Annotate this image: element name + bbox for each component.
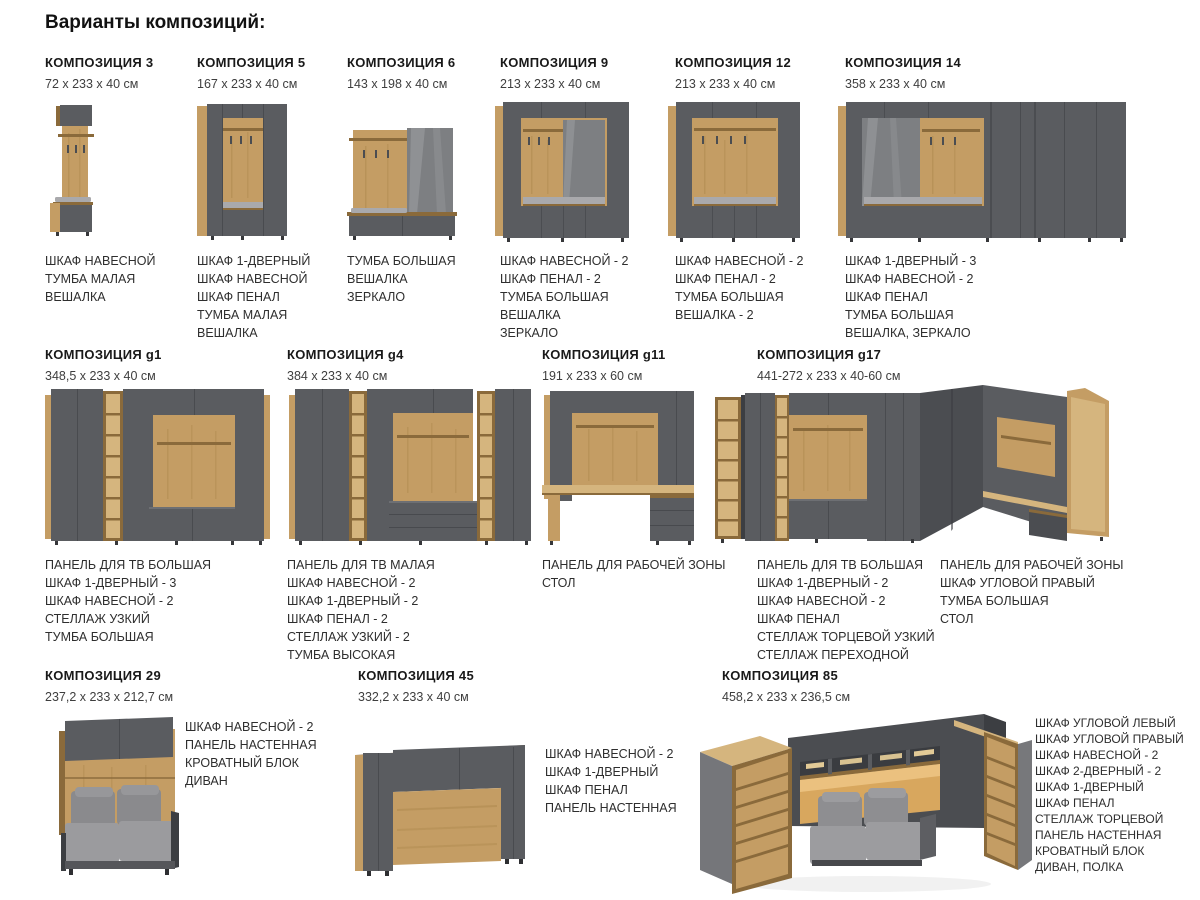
component-item: ШКАФ 1-ДВЕРНЫЙ xyxy=(545,765,659,779)
shelf xyxy=(922,129,980,132)
composition-dimensions: 441-272 x 233 x 40-60 см xyxy=(757,369,901,383)
tall-cabinets xyxy=(867,393,920,541)
component-item: ШКАФ ПЕНАЛ - 2 xyxy=(675,272,776,286)
component-item: ШКАФ УГЛОВОЙ ПРАВЫЙ xyxy=(1035,732,1184,746)
component-item: ШКАФ НАВЕСНОЙ - 2 xyxy=(545,747,674,761)
component-item: ШКАФ НАВЕСНОЙ xyxy=(197,272,308,286)
composition-title: КОМПОЗИЦИЯ 5 xyxy=(197,55,306,70)
composition-29-image xyxy=(53,715,185,878)
composition-dimensions: 72 x 233 x 40 см xyxy=(45,77,139,91)
component-item: ШКАФ ПЕНАЛ - 2 xyxy=(500,272,601,286)
bench-cushion xyxy=(351,208,407,213)
composition-85-image xyxy=(700,698,1032,896)
component-item: СТЕЛЛАЖ ПЕРЕХОДНОЙ xyxy=(757,648,909,662)
composition-title: КОМПОЗИЦИЯ 3 xyxy=(45,55,154,70)
composition-dimensions: 332,2 x 233 x 40 см xyxy=(358,690,469,704)
bench-cushion xyxy=(523,197,605,204)
composition-title: КОМПОЗИЦИЯ 14 xyxy=(845,55,961,70)
component-item: ШКАФ НАВЕСНОЙ - 2 xyxy=(185,720,314,734)
composition-title: КОМПОЗИЦИЯ g4 xyxy=(287,347,404,362)
shelf xyxy=(58,134,94,137)
tv-niche xyxy=(393,413,473,501)
component-item: ТУМБА БОЛЬШАЯ xyxy=(845,308,954,322)
shelf xyxy=(223,128,263,131)
composition-card-29 xyxy=(45,668,345,788)
composition-dimensions: 348,5 x 233 x 40 см xyxy=(45,369,156,383)
component-item: ШКАФ ПЕНАЛ xyxy=(1035,796,1115,810)
component-list xyxy=(500,252,629,342)
composition-title: КОМПОЗИЦИЯ 12 xyxy=(675,55,791,70)
component-item: ШКАФ НАВЕСНОЙ - 2 xyxy=(500,254,629,268)
component-list-2 xyxy=(940,556,1123,628)
component-list xyxy=(675,252,804,324)
component-list xyxy=(197,252,310,342)
component-item: ШКАФ 1-ДВЕРНЫЙ - 3 xyxy=(845,254,977,268)
composition-14-image xyxy=(838,100,1128,242)
component-item: ШКАФ 1-ДВЕРНЫЙ - 3 xyxy=(45,576,177,590)
open-shelving-right xyxy=(477,391,495,541)
composition-title: КОМПОЗИЦИЯ g11 xyxy=(542,347,666,362)
component-item: ПАНЕЛЬ НАСТЕННАЯ xyxy=(545,801,677,815)
component-list xyxy=(287,556,435,664)
composition-dimensions: 358 x 233 x 40 см xyxy=(845,77,946,91)
component-item: ПАНЕЛЬ ДЛЯ ТВ БОЛЬШАЯ xyxy=(757,558,924,572)
left-column xyxy=(550,391,572,501)
component-item: ПАНЕЛЬ ДЛЯ ТВ БОЛЬШАЯ xyxy=(45,558,212,572)
composition-g11-image xyxy=(540,385,702,547)
component-item: КРОВАТНЫЙ БЛОК xyxy=(1035,844,1145,858)
composition-card-14 xyxy=(845,55,1145,340)
composition-g1-image xyxy=(45,385,270,547)
work-niche xyxy=(997,417,1055,477)
composition-title: КОМПОЗИЦИЯ g1 xyxy=(45,347,162,362)
component-item: ПАНЕЛЬ ДЛЯ ТВ МАЛАЯ xyxy=(287,558,435,572)
tv-shelf xyxy=(397,435,469,438)
component-item: ШКАФ 2-ДВЕРНЫЙ - 2 xyxy=(1035,764,1162,778)
component-item: ЗЕРКАЛО xyxy=(500,326,559,340)
component-item: ШКАФ НАВЕСНОЙ xyxy=(45,254,156,268)
composition-5-image xyxy=(197,102,289,240)
composition-12-image xyxy=(668,100,802,242)
component-item: ШКАФ НАВЕСНОЙ - 2 xyxy=(45,594,174,608)
composition-title: КОМПОЗИЦИЯ 45 xyxy=(358,668,474,683)
end-shelving xyxy=(715,397,741,539)
component-item: ТУМБА БОЛЬШАЯ xyxy=(940,594,1049,608)
component-item: ШКАФ 1-ДВЕРНЫЙ xyxy=(1035,780,1144,794)
component-item: ВЕШАЛКА xyxy=(197,326,258,340)
tv-shelf xyxy=(793,428,863,431)
tv-niche xyxy=(153,415,235,507)
bench-cushion xyxy=(223,202,263,208)
composition-card-12 xyxy=(675,55,835,322)
component-item: СТЕЛЛАЖ УЗКИЙ - 2 xyxy=(287,630,410,644)
component-item: ТУМБА МАЛАЯ xyxy=(197,308,288,322)
composition-card-g1 xyxy=(45,347,285,644)
bench-cushion xyxy=(864,197,982,204)
composition-g4-image xyxy=(289,383,537,548)
desk-top xyxy=(542,485,694,493)
left-corner-unit xyxy=(700,736,792,894)
bench-cushion xyxy=(55,197,91,202)
component-item: СТЕЛЛАЖ ТОРЦЕВОЙ УЗКИЙ xyxy=(757,630,935,644)
component-item: ШКАФ 1-ДВЕРНЫЙ xyxy=(197,254,311,268)
coat-panel xyxy=(62,126,88,204)
composition-dimensions: 213 x 233 x 40 см xyxy=(675,77,776,91)
drawer-pedestal xyxy=(650,495,694,541)
composition-card-6 xyxy=(347,55,497,304)
component-list xyxy=(347,252,456,306)
composition-card-g11 xyxy=(542,347,742,590)
composition-card-9 xyxy=(500,55,670,340)
component-item: ШКАФ НАВЕСНОЙ - 2 xyxy=(675,254,804,268)
composition-dimensions: 143 x 198 x 40 см xyxy=(347,77,448,91)
composition-title: КОМПОЗИЦИЯ 29 xyxy=(45,668,161,683)
tv-shelf xyxy=(157,442,231,445)
component-item: ДИВАН xyxy=(185,774,228,788)
component-item: ШКАФ УГЛОВОЙ ПРАВЫЙ xyxy=(940,576,1095,590)
composition-g17-image xyxy=(715,383,1135,547)
component-item: СТЕЛЛАЖ ТОРЦЕВОЙ xyxy=(1035,812,1164,826)
component-item: ТУМБА БОЛЬШАЯ xyxy=(500,290,609,304)
component-item: ЗЕРКАЛО xyxy=(347,290,406,304)
component-item: ШКАФ 1-ДВЕРНЫЙ - 2 xyxy=(287,594,419,608)
shelf xyxy=(523,129,563,132)
component-item: ШКАФ НАВЕСНОЙ - 2 xyxy=(287,576,416,590)
composition-dimensions: 213 x 233 x 40 см xyxy=(500,77,601,91)
component-item: ВЕШАЛКА xyxy=(500,308,561,322)
composition-dimensions: 458,2 x 233 x 236,5 см xyxy=(722,690,851,704)
composition-title: КОМПОЗИЦИЯ 85 xyxy=(722,668,838,683)
composition-card-5 xyxy=(197,55,347,340)
component-item: ШКАФ НАВЕСНОЙ - 2 xyxy=(757,594,886,608)
component-list xyxy=(1035,715,1184,875)
component-item: ВЕШАЛКА xyxy=(347,272,408,286)
component-list xyxy=(45,556,211,646)
composition-title: КОМПОЗИЦИЯ 6 xyxy=(347,55,456,70)
open-shelving xyxy=(103,391,123,541)
composition-9-image xyxy=(495,100,632,242)
component-item: ПАНЕЛЬ ДЛЯ РАБОЧЕЙ ЗОНЫ xyxy=(542,558,726,572)
component-item: ПАНЕЛЬ ДЛЯ РАБОЧЕЙ ЗОНЫ xyxy=(940,558,1124,572)
coat-panel xyxy=(353,130,407,214)
component-item: ШКАФ НАВЕСНОЙ - 2 xyxy=(845,272,974,286)
composition-title: КОМПОЗИЦИЯ 9 xyxy=(500,55,609,70)
component-item: ШКАФ НАВЕСНОЙ - 2 xyxy=(1035,748,1159,762)
component-item: ШКАФ ПЕНАЛ xyxy=(845,290,928,304)
component-item: ШКАФ ПЕНАЛ xyxy=(197,290,280,304)
composition-card-g17 xyxy=(757,347,1147,662)
composition-45-image xyxy=(355,737,532,877)
component-item: КРОВАТНЫЙ БЛОК xyxy=(185,756,299,770)
component-item: ПАНЕЛЬ НАСТЕННАЯ xyxy=(185,738,317,752)
component-item: СТОЛ xyxy=(940,612,974,626)
wall-cabinet xyxy=(60,105,92,126)
composition-dimensions: 237,2 x 233 x 212,7 см xyxy=(45,690,174,704)
bench-cushion xyxy=(694,197,776,204)
component-item: ТУМБА ВЫСОКАЯ xyxy=(287,648,396,662)
composition-card-45 xyxy=(358,668,677,815)
open-shelving-left xyxy=(349,391,367,541)
drawer-unit xyxy=(389,501,477,541)
component-item: ПАНЕЛЬ НАСТЕННАЯ xyxy=(1035,828,1162,842)
component-list xyxy=(185,718,317,790)
component-item: ВЕШАЛКА, ЗЕРКАЛО xyxy=(845,326,971,340)
component-item: ШКАФ ПЕНАЛ xyxy=(757,612,840,626)
component-item: ТУМБА БОЛЬШАЯ xyxy=(347,254,456,268)
page-title: Варианты композиций: xyxy=(45,12,266,33)
component-list xyxy=(45,252,155,306)
component-list xyxy=(757,556,935,664)
component-item: ДИВАН, ПОЛКА xyxy=(1035,860,1124,874)
component-item: ТУМБА МАЛАЯ xyxy=(45,272,136,286)
open-niche xyxy=(223,118,263,210)
component-item: СТЕЛЛАЖ УЗКИЙ xyxy=(45,612,150,626)
desk-leg xyxy=(548,495,560,541)
niche-shelf xyxy=(576,425,654,428)
component-list xyxy=(542,556,725,592)
narrow-shelving xyxy=(775,395,789,541)
component-item: ТУМБА БОЛЬШАЯ xyxy=(675,290,784,304)
composition-dimensions: 191 x 233 x 60 см xyxy=(542,369,643,383)
component-item: ШКАФ ПЕНАЛ - 2 xyxy=(287,612,388,626)
composition-3-image xyxy=(48,103,96,239)
composition-dimensions: 384 x 233 x 40 см xyxy=(287,369,388,383)
composition-6-image xyxy=(347,124,459,240)
composition-card-85 xyxy=(722,668,1184,874)
work-niche xyxy=(572,413,658,485)
component-item: ШКАФ 1-ДВЕРНЫЙ - 2 xyxy=(757,576,889,590)
composition-dimensions: 167 x 233 x 40 см xyxy=(197,77,298,91)
component-item: ТУМБА БОЛЬШАЯ xyxy=(45,630,154,644)
shelf xyxy=(694,128,776,131)
component-item: ШКАФ УГЛОВОЙ ЛЕВЫЙ xyxy=(1035,716,1176,730)
component-list xyxy=(545,745,677,817)
composition-title: КОМПОЗИЦИЯ g17 xyxy=(757,347,882,362)
component-list xyxy=(845,252,976,342)
composition-card-g4 xyxy=(287,347,537,662)
composition-card-3 xyxy=(45,55,195,304)
component-item: ВЕШАЛКА - 2 xyxy=(675,308,754,322)
component-item: ВЕШАЛКА xyxy=(45,290,106,304)
component-item: ШКАФ ПЕНАЛ xyxy=(545,783,628,797)
component-item: СТОЛ xyxy=(542,576,576,590)
shelf xyxy=(349,138,411,141)
